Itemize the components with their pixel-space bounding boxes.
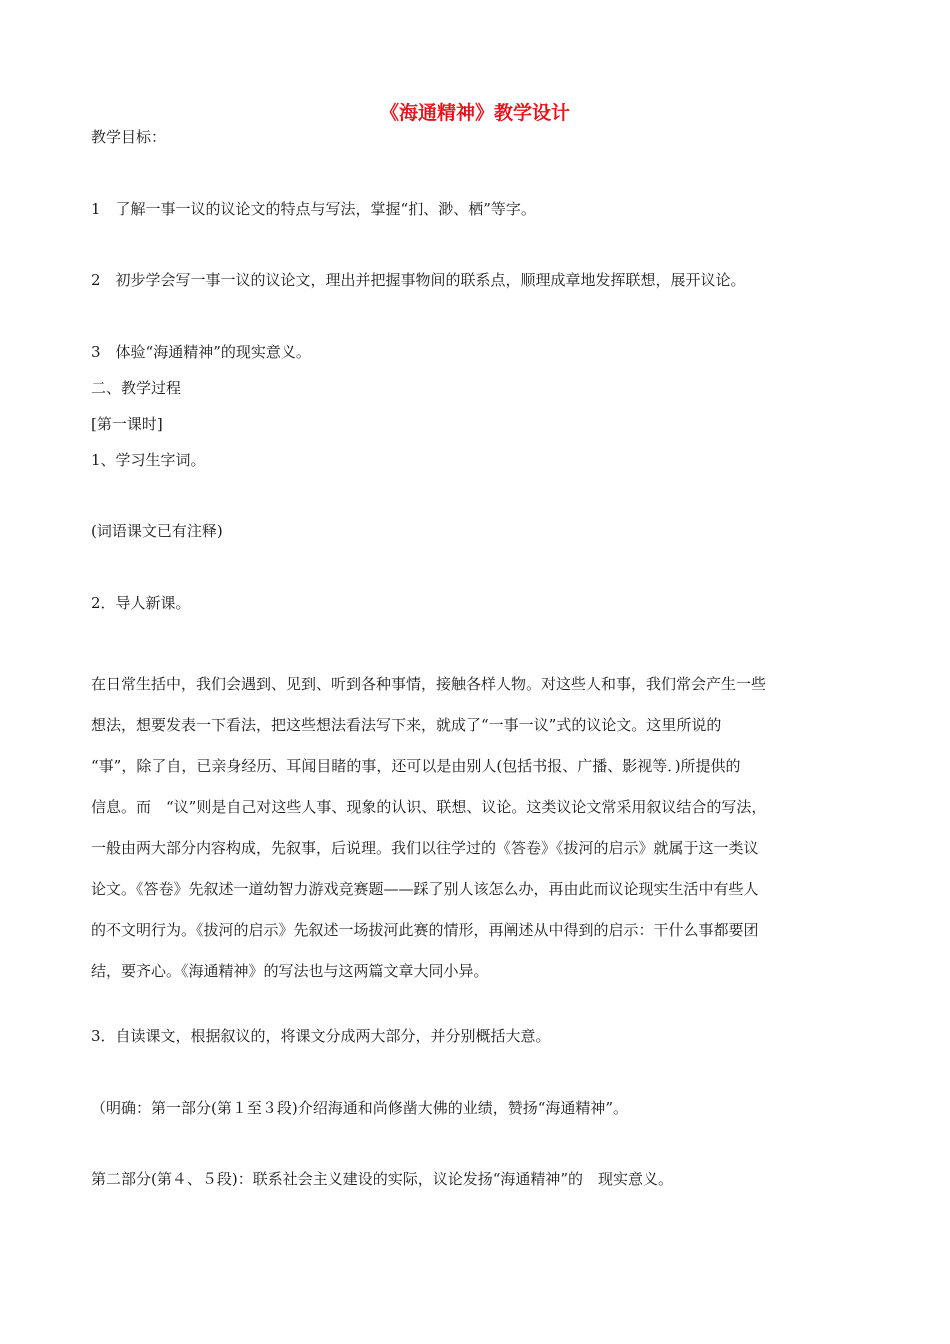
intro-line: “事”，除了自，已亲身经历、耳闻目睹的事，还可以是由别人(包括书报、广播、影视等．)所提供的 <box>91 757 741 775</box>
objective-item-3: 3 体验“海通精神”的现实意义。 <box>91 343 311 361</box>
document-title: 《海通精神》教学设计 <box>379 102 570 124</box>
lesson-label: [第一课时] <box>91 415 163 433</box>
intro-line: 信息。而 “议”则是自己对这些人事、现象的认识、联想、议论。这类议论文常采用叙议结合的写法， <box>91 798 767 816</box>
process-heading: 二、教学过程 <box>91 379 182 397</box>
intro-line: 一般由两大部分内容构成，先叙事，后说理。我们以往学过的《答卷》《拔河的启示》就属于这一类议 <box>91 839 759 857</box>
step-2: 2．导人新课。 <box>91 594 191 612</box>
intro-line: 在日常生括中，我们会遇到、见到、听到各种事情，接触各样人物。对这些人和事，我们常会产生一些 <box>91 675 767 693</box>
intro-paragraph <box>91 664 871 992</box>
answer-part-1: （明确：第一部分(第１至３段)介绍海通和尚修凿大佛的业绩，赞扬“海通精神”。 <box>91 1099 629 1117</box>
intro-line: 想法，想要发表一下看法，把这些想法看法写下来，就成了“一事一议”式的议论文。这里所说的 <box>91 716 722 734</box>
step-3: 3．自读课文，根据叙议的，将课文分成两大部分，并分别概括大意。 <box>91 1027 551 1045</box>
answer-part-2: 第二部分(第４、５段)：联系社会主义建设的实际，议论发扬“海通精神”的 现实意义。 <box>91 1170 674 1188</box>
step-1-note: (词语课文已有注释) <box>91 522 223 540</box>
objective-item-2: 2 初步学会写一事一议的议论文，理出并把握事物间的联系点，顺理成章地发挥联想，展开议论。 <box>91 271 746 289</box>
step-1: 1、学习生字词。 <box>91 451 206 469</box>
intro-line: 论文。《答卷》先叙述一道幼智力游戏竞赛题——踩了别人该怎么办，再由此而议论现实生活中有些人 <box>91 880 759 898</box>
objectives-heading: 教学目标： <box>91 128 167 146</box>
intro-line: 结，要齐心。《海通精神》的写法也与这两篇文章大同小异。 <box>91 962 489 980</box>
intro-line: 的不文明行为。《拔河的启示》先叙述一场拔河此赛的情形，再阐述从中得到的启示：干什么事都要团 <box>91 921 759 939</box>
objective-item-1: 1 了解一事一议的议论文的特点与写法，掌握“扪、渺、栖”等字。 <box>91 200 536 218</box>
